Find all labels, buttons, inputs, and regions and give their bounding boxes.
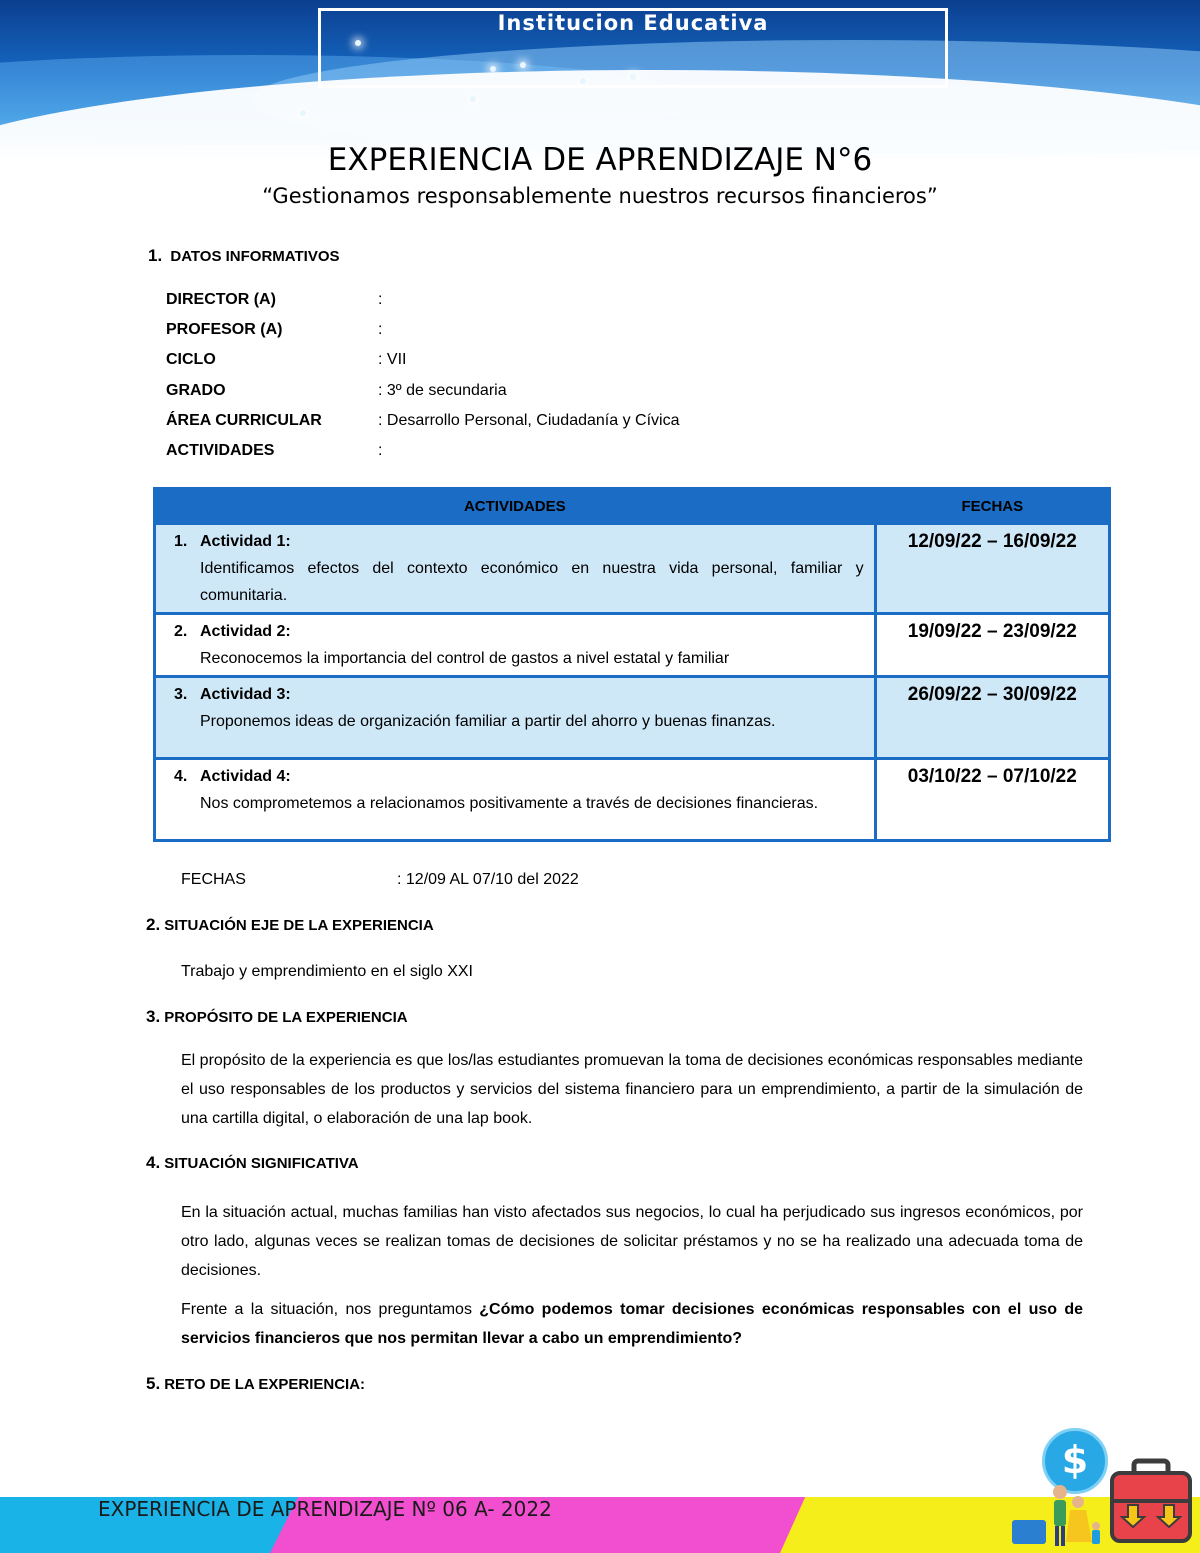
section-5-heading: 5. RETO DE LA EXPERIENCIA: (146, 1374, 366, 1393)
table-row: 1. Actividad 1: Identificamos efectos del contexto económico en nuestra vida personal, familiar y comunitaria. 12/09/22 – 16/09/22 (155, 524, 1110, 614)
guiding-question: ¿Cómo podemos tomar decisiones económicas responsables con el uso de servicios financieros que nos permitan llevar a cabo un emprendimiento? (181, 1301, 1084, 1347)
family-icon (1010, 1480, 1105, 1550)
section-4-heading: 4. SITUACIÓN SIGNIFICATIVA (146, 1153, 359, 1172)
section-2-text: Trabajo y emprendimiento en el siglo XXI (181, 963, 473, 980)
fechas-row: FECHAS : 12/09 AL 07/10 del 2022 (181, 871, 579, 888)
info-row-director: DIRECTOR (A) : (166, 291, 383, 308)
section-2-heading: 2. SITUACIÓN EJE DE LA EXPERIENCIA (146, 915, 434, 934)
section-3-heading: 3. PROPÓSITO DE LA EXPERIENCIA (146, 1007, 408, 1026)
institution-box (318, 8, 948, 88)
activity-dates: 26/09/22 – 30/09/22 (875, 677, 1109, 759)
section-3-text: El propósito de la experiencia es que los/las estudiantes promuevan la toma de decisiones económicas responsables mediante el uso responsables de los productos y servicios del sistema financiero para un emprendimiento, a partir de la simulación de una cartilla digital, o elaboración de una lap book. (181, 1052, 1083, 1127)
activity-dates: 12/09/22 – 16/09/22 (875, 524, 1109, 614)
activities-table (153, 487, 1111, 842)
table-row: 3. Actividad 3: Proponemos ideas de organización familiar a partir del ahorro y buenas finanzas. 26/09/22 – 30/09/22 (155, 677, 1110, 759)
page-title: EXPERIENCIA DE APRENDIZAJE N°6 (327, 142, 873, 178)
briefcase-icon (1108, 1455, 1194, 1545)
activity-dates: 03/10/22 – 07/10/22 (875, 759, 1109, 841)
table-header-activities: ACTIVIDADES (155, 489, 876, 524)
table-row: 2. Actividad 2: Reconocemos la importancia del control de gastos a nivel estatal y familiar 19/09/22 – 23/09/22 (155, 614, 1110, 677)
page-subtitle: “Gestionamos responsablemente nuestros recursos financieros” (262, 184, 938, 208)
footer-text: EXPERIENCIA DE APRENDIZAJE Nº 06 A- 2022 (98, 1497, 552, 1521)
money-icon: $ (1042, 1428, 1108, 1494)
activity-dates: 19/09/22 – 23/09/22 (875, 614, 1109, 677)
info-row-ciclo: CICLO : VII (166, 351, 407, 368)
info-row-actividades: ACTIVIDADES : (166, 442, 383, 459)
section-4-paragraph-2: Frente a la situación, nos preguntamos ¿Cómo podemos tomar decisiones económicas responsables con el uso de servicios financieros que nos permitan llevar a cabo un emprendimiento? (181, 1301, 1084, 1347)
section-4-paragraph-1: En la situación actual, muchas familias han visto afectados sus negocios, lo cual ha perjudicado sus ingresos económicos, por otro lado, algunas veces se realizan tomas de decisiones de solicitar préstamos y no se ha realizado una adecuada toma de decisiones. (181, 1204, 1083, 1279)
header-banner (0, 0, 1200, 158)
info-row-area: ÁREA CURRICULAR : Desarrollo Personal, Ciudadanía y Cívica (166, 412, 680, 429)
info-row-grado: GRADO : 3º de secundaria (166, 382, 507, 399)
institution-name: Institucion Educativa (497, 11, 769, 35)
info-row-profesor: PROFESOR (A) : (166, 321, 383, 338)
section-1-heading: 1. DATOS INFORMATIVOS (148, 246, 340, 265)
table-header-dates: FECHAS (875, 489, 1109, 524)
table-row: 4. Actividad 4: Nos comprometemos a relacionamos positivamente a través de decisiones financieras. 03/10/22 – 07/10/22 (155, 759, 1110, 841)
